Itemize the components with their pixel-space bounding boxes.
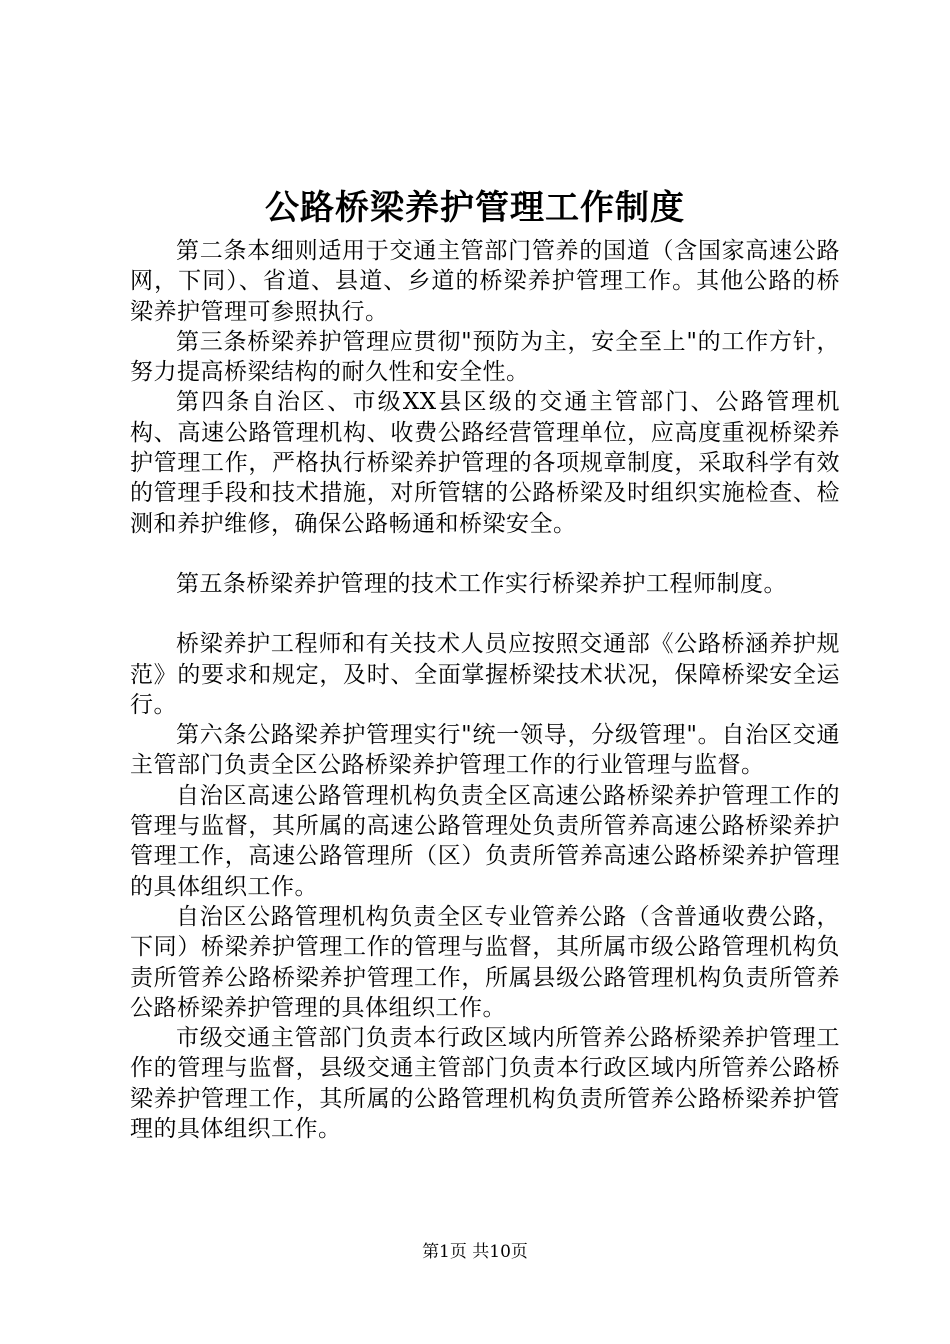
- paragraph-municipal-authority: 市级交通主管部门负责本行政区域内所管养公路桥梁养护管理工作的管理与监督，县级交通主管部门负责本行政区域内所管养公路桥梁养护管理工作，其所属的公路管理机构负责所管养公路桥梁养护管理的具体组织工作。: [130, 1025, 840, 1143]
- paragraph-article-2: 第二条本细则适用于交通主管部门管养的国道（含国家高速公路网，下同）、省道、县道、乡道的桥梁养护管理工作。其他公路的桥梁养护管理可参照执行。: [130, 238, 840, 325]
- paragraph-highway-authority: 自治区公路管理机构负责全区专业管养公路（含普通收费公路，下同）桥梁养护管理工作的管理与监督，其所属市级公路管理机构负责所管养公路桥梁养护管理工作，所属县级公路管理机构负责所管养公路桥梁养护管理的具体组织工作。: [130, 903, 840, 1021]
- page-number-footer: 第1页 共10页: [422, 1242, 528, 1262]
- paragraph-expressway-authority: 自治区高速公路管理机构负责全区高速公路桥梁养护管理工作的管理与监督，其所属的高速公路管理处负责所管养高速公路桥梁养护管理工作，高速公路管理所（区）负责所管养高速公路桥梁养护管理的具体组织工作。: [130, 782, 840, 900]
- paragraph-article-3: 第三条桥梁养护管理应贯彻"预防为主，安全至上"的工作方针，努力提高桥梁结构的耐久性和安全性。: [130, 328, 840, 386]
- paragraph-bridge-engineer: 桥梁养护工程师和有关技术人员应按照交通部《公路桥涵养护规范》的要求和规定，及时、全面掌握桥梁技术状况，保障桥梁安全运行。: [130, 631, 840, 718]
- document-title: 公路桥梁养护管理工作制度: [265, 188, 685, 228]
- paragraph-article-6: 第六条公路梁养护管理实行"统一领导，分级管理"。自治区交通主管部门负责全区公路桥梁养护管理工作的行业管理与监督。: [130, 722, 840, 779]
- paragraph-article-5: 第五条桥梁养护管理的技术工作实行桥梁养护工程师制度。: [176, 570, 787, 597]
- paragraph-article-4: 第四条自治区、市级XX县区级的交通主管部门、公路管理机构、高速公路管理机构、收费公路经营管理单位，应高度重视桥梁养护管理工作，严格执行桥梁养护管理的各项规章制度，采取科学有效的管理手段和技术措施，对所管辖的公路桥梁及时组织实施检查、检测和养护维修，确保公路畅通和桥梁安全。: [130, 389, 840, 537]
- document-body: [130, 236, 840, 1144]
